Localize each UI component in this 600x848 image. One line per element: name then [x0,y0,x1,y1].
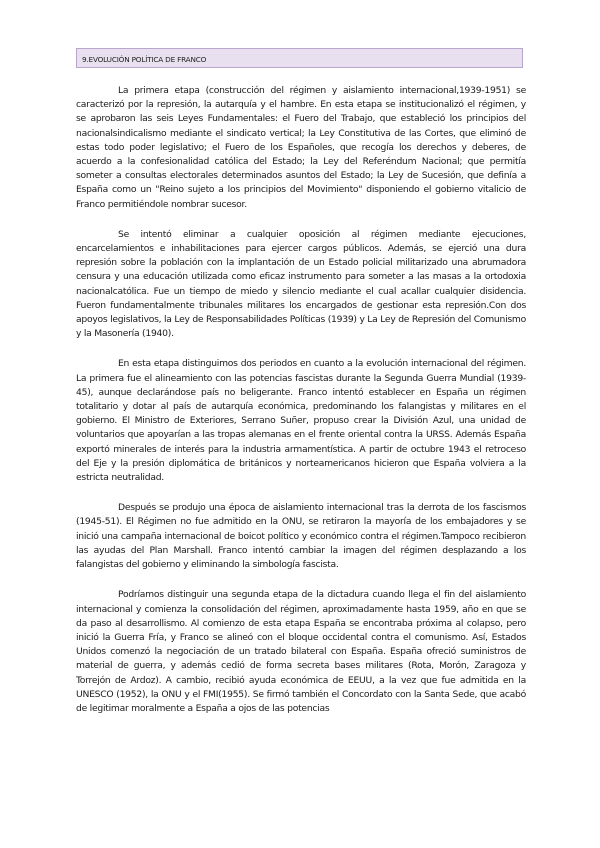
section-header [76,48,523,68]
paragraph-4: Después se produjo una época de aislamiento internacional tras la derrota de los fascismos (1945-51). El Régimen no fue admitido en la ONU, se retiraron la mayoría de los embajadores y se inició una campaña internacional de boicot político y económico contra el régimen.Tampoco recibieron las ayudas del Plan Marshall. Franco intentó cambiar la imagen del régimen desplazando a los falangistas del gobierno y eliminando la simbología fascista. [76,502,526,571]
document-body [76,84,526,732]
section-title: 9.EVOLUCIÓN POLÍTICA DE FRANCO [82,55,207,64]
paragraph-5: Podríamos distinguir una segunda etapa de la dictadura cuando llega el fin del aislamiento internacional y comienza la consolidación del régimen, aproximadamente hasta 1959, año en que se da paso al desarrollismo. Al comienzo de esta etapa España se encontraba próxima al colapso, pero inició la Guerra Fría, y Franco se alineó con el bloque occidental contra el comunismo. Así, Estados Unidos comenzó la negociación de un tratado bilateral con España. España ofreció suministros de material de guerra, y además cedió de forma secreta bases militares (Rota, Morón, Zaragoza y Torrejón de Ardoz). A cambio, recibió ayuda económica de EEUU, a la vez que fue admitida en la UNESCO (1952), la ONU y el FMI(1955). Se firmó también el Concordato con la Santa Sede, que acabó de legitimar moralmente a España a ojos de las potencias [76,589,526,714]
paragraph-3: En esta etapa distinguimos dos periodos en cuanto a la evolución internacional del régimen. La primera fue el alineamiento con las potencias fascistas durante la Segunda Guerra Mundial (1939-45), aunque declarándose país no beligerante. Franco intentó establecer en España un régimen totalitario y dotar al país de autarquía económica, predominando los falangistas y militares en el gobierno. El Ministro de Exteriores, Serrano Suñer, propuso crear la División Azul, una unidad de voluntarios que apoyarían a las tropas alemanas en el frente oriental contra la URSS. Además España exportó minerales de interés para la industria armamentística. A partir de octubre 1943 el retroceso del Eje y la presión diplomática de británicos y norteamericanos hicieron que España volviera a la estricta neutralidad. [76,358,526,484]
paragraph-1: La primera etapa (construcción del régimen y aislamiento internacional,1939-1951) se caracterizó por la represión, la autarquía y el hambre. En esta etapa se institucionalizó el régimen, y se aprobaron las seis Leyes Fundamentales: el Fuero del Trabajo, que estableció los principios del nacionalsindicalismo mediante el sindicato vertical; la Ley Constitutiva de las Cortes, que eliminó de estas todo poder legislativo; el Fuero de los Españoles, que recogía los derechos y deberes, de acuerdo a la confesionalidad católica del Estado; la Ley del Referéndum Nacional; que permitía someter a consultas electorales determinados asuntos del Estado; la Ley de Sucesión, que definía a España como un "Reino sujeto a los principios del Movimiento" disponiendo el gobierno vitalicio de Franco permitiéndole nombrar sucesor. [76,85,526,210]
paragraph-2: Se intentó eliminar a cualquier oposición al régimen mediante ejecuciones, encarcelamientos e inhabilitaciones para ejercer cargos públicos. Además, se ejerció una dura represión sobre la población con la implantación de un Estado policial militarizado una abrumadora censura y una educación utilizada como eficaz instrumento para someter a las masas a la ortodoxia nacionalcatólica. Fue un tiempo de miedo y silencio mediante el cual acallar cualquier disidencia. Fueron fundamentalmente tribunales militares los encargados de gestionar esta represión.Con dos apoyos legislativos, la Ley de Responsabilidades Políticas (1939) y La Ley de Represión del Comunismo y la Masonería (1940). [76,228,526,340]
